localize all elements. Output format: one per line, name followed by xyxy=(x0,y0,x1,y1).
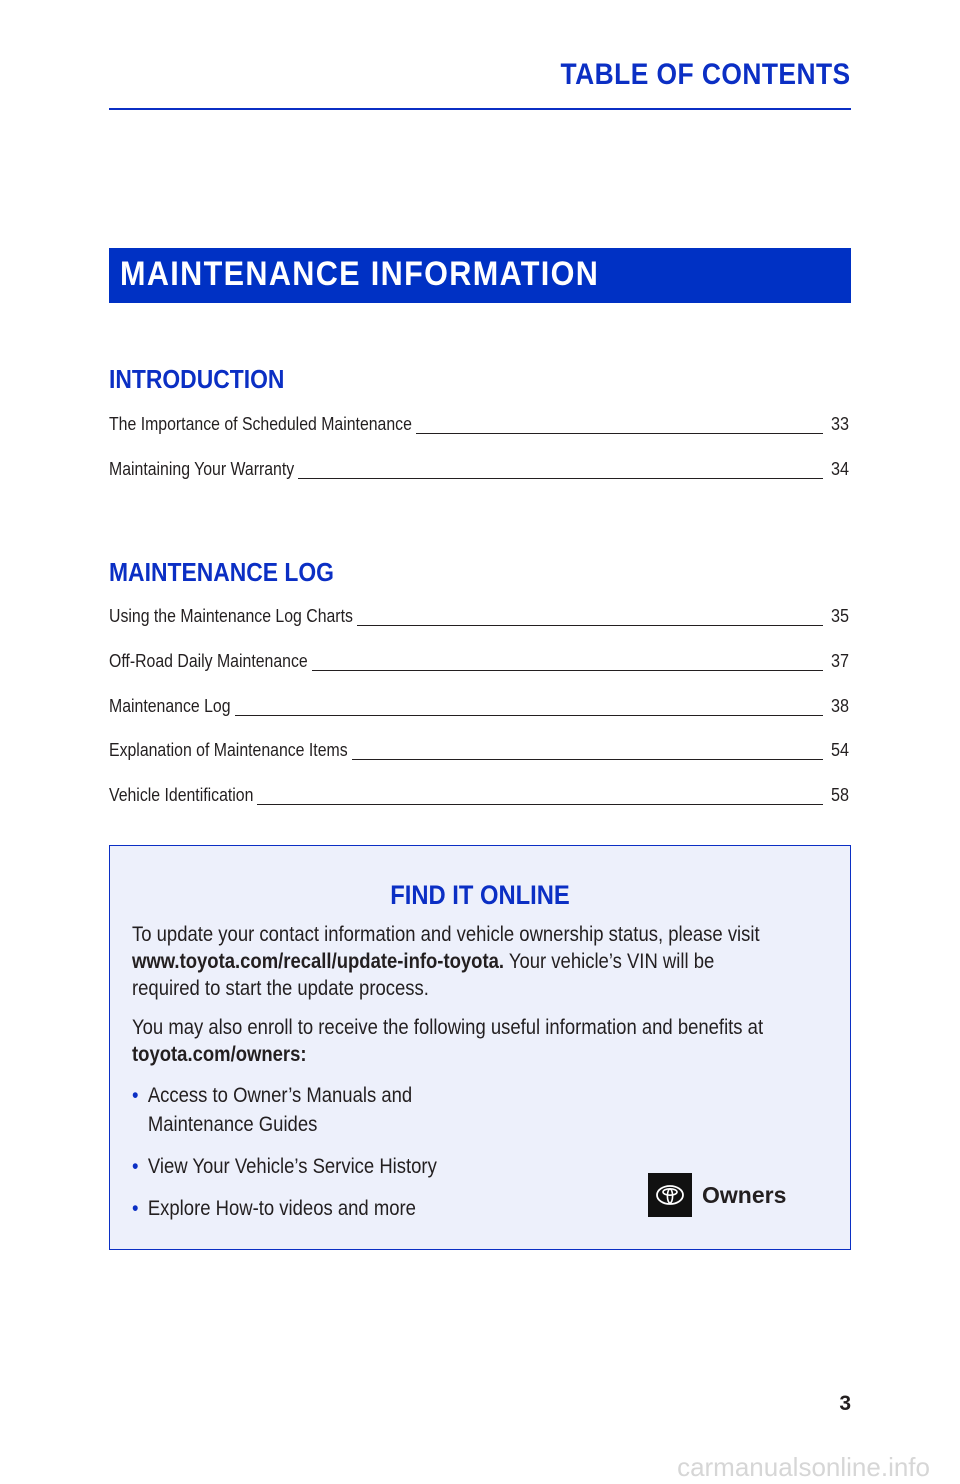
update-info-text: To update your contact information and vehicle ownership status, please visit xyxy=(132,923,760,946)
update-info-paragraph xyxy=(132,921,818,1002)
toc-entry[interactable] xyxy=(109,651,849,675)
toc-entry-page: 33 xyxy=(830,414,849,434)
toyota-owners-badge[interactable] xyxy=(648,1173,786,1217)
toyota-emblem-icon xyxy=(648,1173,692,1217)
toc-entry-page: 35 xyxy=(830,606,849,626)
owners-label: Owners xyxy=(702,1181,787,1208)
toc-entry[interactable] xyxy=(109,785,849,809)
bullet-text-continued: Maintenance Guides xyxy=(147,1113,318,1136)
page-header xyxy=(109,54,851,110)
toc-leader-line xyxy=(298,478,823,479)
toc-entry-page: 37 xyxy=(830,651,849,671)
page-title: TABLE OF CONTENTS xyxy=(560,58,851,91)
toc-entry[interactable] xyxy=(109,696,849,720)
find-it-online-box xyxy=(109,845,851,1250)
update-info-link[interactable]: www.toyota.com/recall/update-info-toyota. xyxy=(132,950,505,973)
toc-entry[interactable] xyxy=(109,740,849,764)
toc-entry[interactable] xyxy=(109,459,849,483)
toc-entry-title: Maintenance Log xyxy=(109,696,231,716)
toc-leader-line xyxy=(357,625,823,626)
toc-entry-page: 38 xyxy=(830,696,849,716)
watermark: carmanualsonline.info xyxy=(677,1452,930,1482)
toc-entry-title: Maintaining Your Warranty xyxy=(109,459,295,479)
benefit-bullet xyxy=(132,1194,416,1223)
toc-entry[interactable] xyxy=(109,414,849,438)
update-info-line3: required to start the update process. xyxy=(132,977,429,1000)
toc-leader-line xyxy=(416,433,823,434)
toc-entry-title: The Importance of Scheduled Maintenance xyxy=(109,414,412,434)
bullet-dot: • xyxy=(132,1084,139,1107)
toc-entry-title: Vehicle Identification xyxy=(109,785,254,805)
toc-entry-page: 34 xyxy=(830,459,849,479)
toc-entry-page: 58 xyxy=(830,785,849,805)
toc-entry[interactable] xyxy=(109,606,849,630)
bullet-dot: • xyxy=(132,1197,139,1220)
toc-leader-line xyxy=(235,715,823,716)
toc-entry-title: Using the Maintenance Log Charts xyxy=(109,606,353,626)
benefit-bullet xyxy=(132,1081,412,1139)
toc-leader-line xyxy=(312,670,823,671)
benefit-bullet xyxy=(132,1152,437,1181)
section-banner xyxy=(109,248,851,303)
owners-link[interactable]: toyota.com/owners: xyxy=(132,1043,307,1066)
toc-leader-line xyxy=(352,759,823,760)
callout-title xyxy=(110,880,850,911)
page-number: 3 xyxy=(839,1392,851,1415)
toc-leader-line xyxy=(257,804,823,805)
bullet-text: Explore How-to videos and more xyxy=(147,1197,416,1220)
banner-title: MAINTENANCE INFORMATION xyxy=(120,255,600,293)
toc-entry-title: Explanation of Maintenance Items xyxy=(109,740,348,760)
bullet-text: View Your Vehicle’s Service History xyxy=(147,1155,437,1178)
bullet-text: Access to Owner’s Manuals and xyxy=(147,1084,413,1107)
enroll-paragraph xyxy=(132,1014,818,1068)
callout-title-text: FIND IT ONLINE xyxy=(390,880,570,910)
toc-entry-page: 54 xyxy=(830,740,849,760)
bullet-dot: • xyxy=(132,1155,139,1178)
section-heading-introduction: INTRODUCTION xyxy=(109,364,285,394)
update-info-vin-text: Your vehicle’s VIN will be xyxy=(504,950,715,973)
section-heading-maintenance-log: MAINTENANCE LOG xyxy=(109,557,334,587)
toc-entry-title: Off-Road Daily Maintenance xyxy=(109,651,308,671)
enroll-text: You may also enroll to receive the following useful information and benefits at xyxy=(132,1016,764,1039)
